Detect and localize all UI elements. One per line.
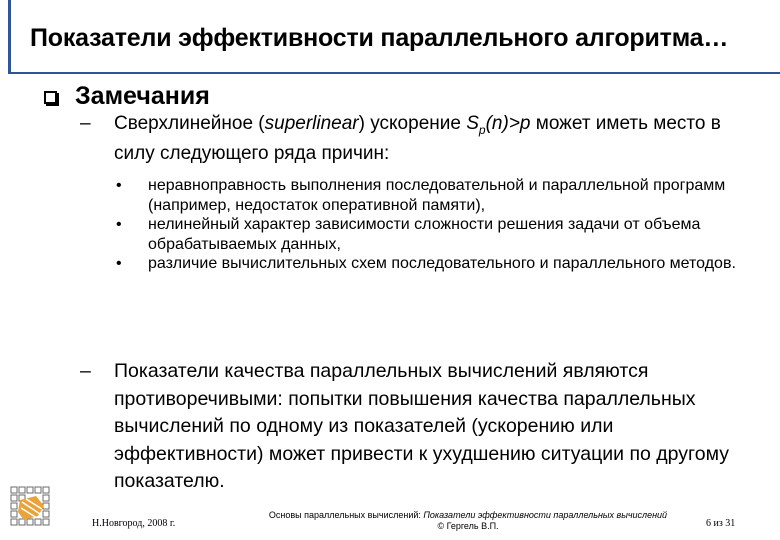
text-part: ) ускорение xyxy=(358,113,467,134)
dash-text xyxy=(114,112,730,165)
bullet-marker: • xyxy=(116,255,122,272)
text-part: может иметь место в силу следующего ряда причин: xyxy=(114,113,721,164)
footer-author: © Гергель В.П. xyxy=(437,521,499,531)
slide-title: Показатели эффективности параллельного алгоритма… xyxy=(30,24,729,52)
section-header xyxy=(44,82,210,111)
title-left-rule xyxy=(8,0,11,72)
list-item xyxy=(116,254,756,274)
speedup-argument: (n)>p xyxy=(485,113,531,134)
dash-marker: – xyxy=(80,360,91,382)
checkbox-bullet-icon xyxy=(44,91,57,104)
dash-item-quality xyxy=(80,358,760,496)
bullet-text: нелинейный характер зависимости сложности решения задачи от объема обрабатываемых данных, xyxy=(148,216,701,253)
footer-course-topic: Показатели эффективности параллельных вычислений xyxy=(423,510,668,520)
list-item xyxy=(116,176,756,215)
text-part: Сверхлинейное ( xyxy=(114,113,265,134)
bullet-marker: • xyxy=(116,177,122,194)
list-item xyxy=(116,215,756,254)
bullet-text: различие вычислительных схем последовательного и параллельного методов. xyxy=(148,255,736,272)
section-title: Замечания xyxy=(75,82,210,110)
bullet-marker: • xyxy=(116,216,122,233)
footer-page-number: 6 из 31 xyxy=(706,518,736,529)
bullet-text: неравноправность выполнения последовательной и параллельной программ (например, недостаток оперативной памяти), xyxy=(148,177,726,214)
footer-place-date: Н.Новгород, 2008 г. xyxy=(92,518,176,529)
title-underline xyxy=(8,72,780,74)
speedup-symbol: S xyxy=(466,113,479,134)
italic-term: superlinear xyxy=(264,113,359,134)
footer-course xyxy=(258,510,678,540)
footer-course-prefix: Основы параллельных вычислений: xyxy=(268,510,424,520)
university-logo-icon xyxy=(10,486,54,532)
dash-text: Показатели качества параллельных вычислений являются противоречивыми: попытки повышения качества параллельных вычислений по одному из показателей (ускорению или эффективности) может привести к ухудшению ситуации по другому показателю. xyxy=(114,360,729,492)
reasons-list xyxy=(116,176,756,274)
dash-item-superlinear xyxy=(80,112,730,165)
speedup-subscript: p xyxy=(478,122,486,137)
dash-marker: – xyxy=(80,113,91,134)
